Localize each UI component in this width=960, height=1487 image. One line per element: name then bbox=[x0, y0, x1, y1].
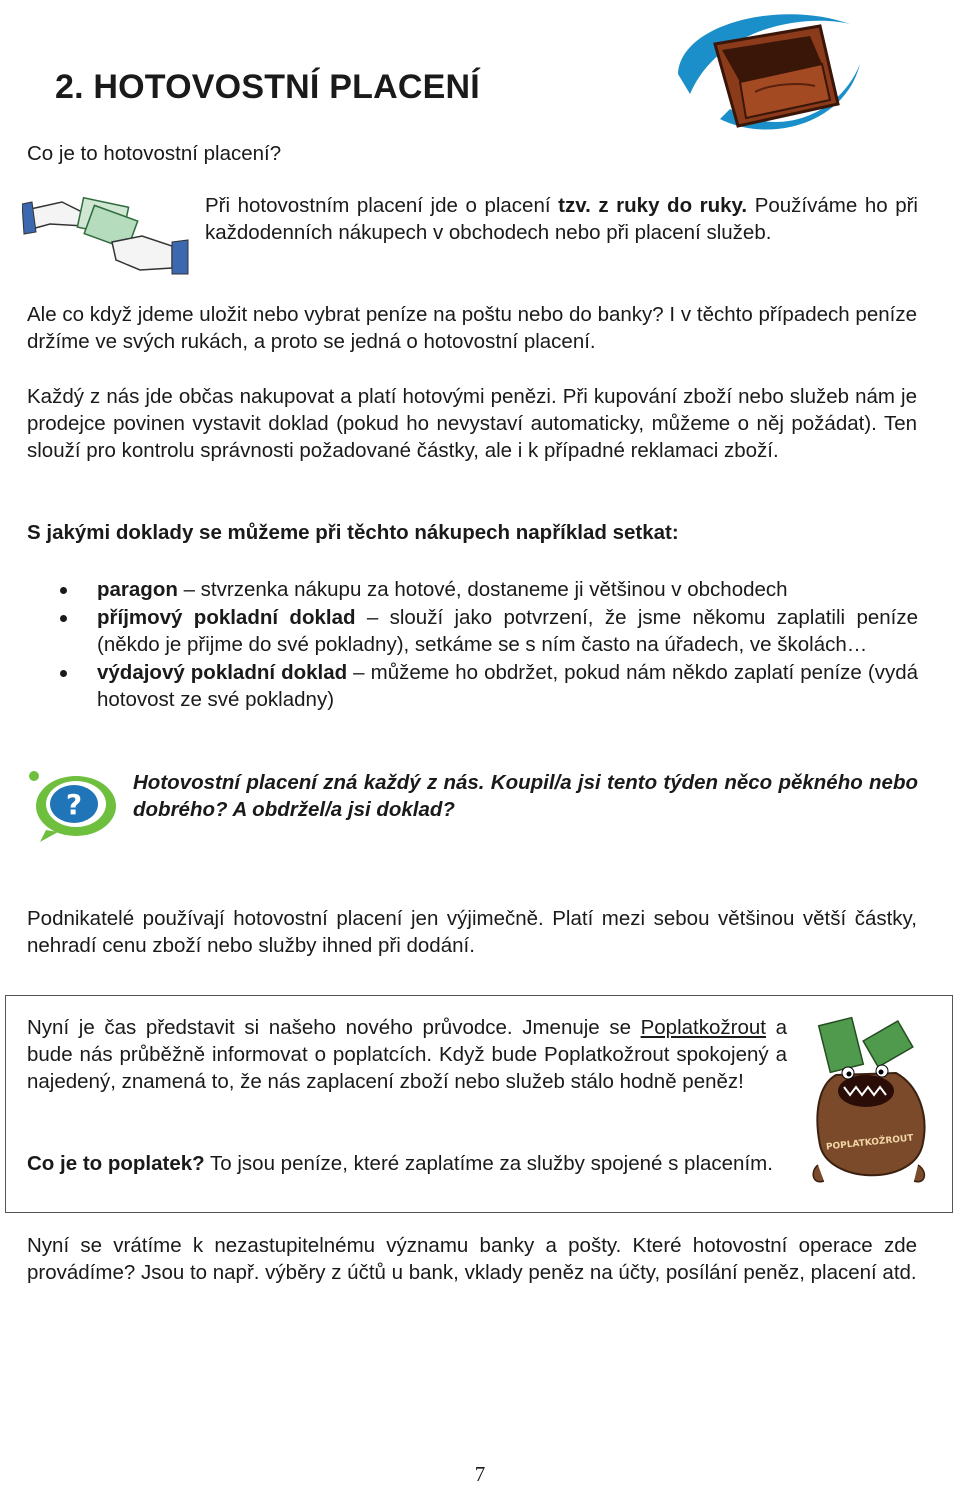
bullet-icon bbox=[60, 670, 67, 677]
hands-money-icon bbox=[22, 190, 190, 282]
bullet-icon bbox=[60, 587, 67, 594]
page-number: 7 bbox=[474, 1462, 486, 1486]
guide-name: Poplatkožrout bbox=[640, 1016, 766, 1039]
question-bubble-icon bbox=[26, 768, 118, 842]
list-item-text: – můžeme ho obdržet, pokud nám někdo zaplatí peníze (vydá hotovost ze své pokladny) bbox=[97, 661, 918, 711]
svg-text:?: ? bbox=[65, 788, 83, 821]
bag-label: POPLATKOŽROUT bbox=[825, 1133, 914, 1153]
page-heading: 2. HOTOVOSTNÍ PLACENÍ bbox=[55, 68, 480, 106]
list-item-text: – stvrzenka nákupu za hotové, dostaneme ji většinou v obchodech bbox=[177, 578, 788, 601]
fee-definition bbox=[27, 1150, 787, 1177]
post-bank-paragraph: Ale co když jdeme uložit nebo vybrat peníze na poštu nebo do banky? I v těchto případech peníze držíme ve svých rukách, a proto se jedná o hotovostní placení. bbox=[27, 303, 917, 353]
list-item-term: příjmový pokladní doklad bbox=[97, 606, 356, 629]
reader-question: Hotovostní placení zná každý z nás. Koupil/a jsi tento týden něco pěkného nebo dobrého? A obdržel/a jsi doklad? bbox=[133, 771, 918, 821]
list-item-text: – slouží jako potvrzení, že jsme někomu zaplatili peníze (někdo je přijme do své pokladny), setkáme se s ním často na úřadech, ve školách… bbox=[97, 606, 918, 656]
money-bag-mascot-icon bbox=[810, 1015, 930, 1193]
guide-text-a: Nyní je čas představit si našeho nového průvodce. Jmenuje se bbox=[27, 1016, 641, 1039]
fee-answer: To jsou peníze, které zaplatíme za služby spojené s placením. bbox=[204, 1152, 773, 1175]
documents-subheading: S jakými doklady se můžeme při těchto nákupech například setkat: bbox=[27, 521, 679, 544]
intro-question: Co je to hotovostní placení? bbox=[27, 142, 282, 165]
bullet-icon bbox=[60, 615, 67, 622]
list-item-term: paragon bbox=[97, 578, 178, 601]
receipt-paragraph: Každý z nás jde občas nakupovat a platí hotovými penězi. Při kupování zboží nebo služeb nám je prodejce povinen vystavit doklad (pokud ho nevystaví automaticky, můžeme o něj požádat). Ten slouží pro kontrolu správnosti požadované částky, ale i k případné reklamaci zboží. bbox=[27, 385, 917, 462]
guide-text-b: a bude nás průběžně informovat o poplatcích. Když bude Poplatkožrout spokojený a najedený, znamená to, že nás zaplacení zboží nebo služeb stálo hodně peněz! bbox=[27, 1016, 787, 1093]
intro-paragraph bbox=[205, 192, 918, 246]
guide-intro-text bbox=[27, 1014, 787, 1095]
business-paragraph: Podnikatelé používají hotovostní placení jen výjimečně. Platí mezi sebou většinou větší částky, nehradí cenu zboží nebo služby ihned při dodání. bbox=[27, 907, 917, 957]
wallet-icon bbox=[660, 4, 870, 144]
p1-text-b: Používáme ho při každodenních nákupech v obchodech nebo při placení služeb. bbox=[205, 194, 918, 244]
p1-bold: tzv. z ruky do ruky. bbox=[558, 194, 748, 217]
fee-question: Co je to poplatek? bbox=[27, 1152, 205, 1175]
document-types-list bbox=[40, 576, 918, 713]
p1-text-a: Při hotovostním placení jde o placení bbox=[205, 194, 559, 217]
bank-post-paragraph: Nyní se vrátíme k nezastupitelnému významu banky a pošty. Které hotovostní operace zde provádíme? Jsou to např. výběry z účtů u bank, vklady peněz na účty, posílání peněz, placení atd. bbox=[27, 1234, 917, 1284]
list-item bbox=[40, 659, 918, 713]
list-item-term: výdajový pokladní doklad bbox=[97, 661, 348, 684]
list-item bbox=[40, 604, 918, 658]
list-item bbox=[40, 576, 918, 603]
